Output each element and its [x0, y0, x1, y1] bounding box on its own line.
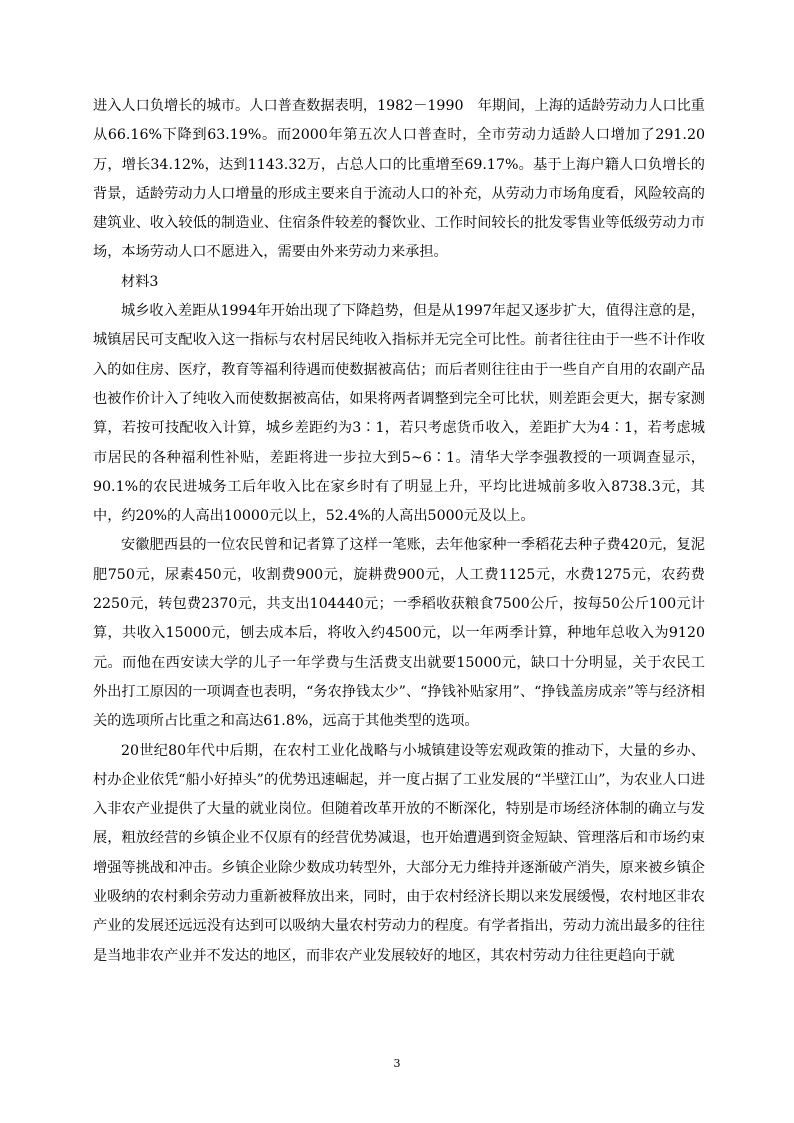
- paragraph-4: 20世纪80年代中后期，在农村工业化战略与小城镇建设等宏观政策的推动下，大量的乡办、村办企业依凭“船小好掉头”的优势迅速崛起，并一度占据了工业发展的“半壁江山”，为农业人口进入非农产业提供了大量的就业岗位。但随着改革开放的不断深化，特别是市场经济体制的确立与发展，粗放经营的乡镇企业不仅原有的经营优势减退，也开始遭遇到资金短缺、管理落后和市场约束增强等挑战和冲击。乡镇企业除少数成功转型外，大部分无力维持并逐渐破产消失，原来被乡镇企业吸纳的农村剩余劳动力重新被释放出来，同时，由于农村经济长期以来发展缓慢，农村地区非农产业的发展还远远没有达到可以吸纳大量农村劳动力的程度。有学者指出，劳动力流出最多的往往是当地非农产业并不发达的地区，而非农产业发展较好的地区，其农村劳动力往往更趋向于就: [93, 742, 705, 964]
- section-heading-material-3: 材料3: [121, 273, 159, 290]
- paragraph-1: 进入人口负增长的城市。人口普查数据表明，1982－1990 年期间，上海的适龄劳动力人口比重从66.16%下降到63.19%。而2000年第五次人口普查时，全市劳动力适龄人口增加了291.20万，增长34.12%，达到1143.32万，占总人口的比重增至69.17%。基于上海户籍人口负增长的背景，适龄劳动力人口增量的形成主要来自于流动人口的补充，从劳动力市场角度看，风险较高的建筑业、收入较低的制造业、住宿条件较差的餐饮业、工作时间较长的批发零售业等低级劳动力市场，本场劳动人口不愿进入，需要由外来劳动力来承担。: [93, 98, 705, 261]
- paragraph-2: 城乡收入差距从1994年开始出现了下降趋势，但是从1997年起又逐步扩大，值得注意的是，城镇居民可支配收入这一指标与农村居民纯收入指标并无完全可比性。前者往往由于一些不计作收入的如住房、医疗，教育等福利待遇而使数据被高估；而后者则往往由于一些自产自用的农副产品也被作价计入了纯收入而使数据被高估，如果将两者调整到完全可比状，则差距会更大，据专家测算，若按可技配收入计算，城乡差距约为3∶1，若只考虑货币收入，差距扩大为4∶1，若考虑城市居民的各种福利性补贴，差距将进一步拉大到5~6∶1。清华大学李强教授的一项调查显示，90.1%的农民进城务工后年收入比在家乡时有了明显上升，平均比进城前多收入8738.3元，其中，约20%的人高出10000元以上，52.4%的人高出5000元及以上。: [93, 303, 705, 525]
- document-body: [93, 92, 705, 971]
- paragraph-3: 安徽肥西县的一位农民曾和记者算了这样一笔账，去年他家种一季稻花去种子费420元，复泥肥750元，尿素450元，收割费900元，旋耕费900元，人工费1125元，水费1275元，农药费2250元，转包费2370元，共支出104440元；一季稻收获粮食7500公斤，按每50公斤100元计算，共收入15000元，刨去成本后，将收入约4500元，以一年两季计算，种地年总收入为9120元。而他在西安读大学的儿子一年学费与生活费支出就要15000元，缺口十分明显，关于农民工外出打工原因的一项调查也表明，“务农挣钱太少”、“挣钱补贴家用”、“挣钱盖房成亲”等与经济相关的选项所占比重之和高达61.8%，远高于其他类型的选项。: [93, 537, 705, 730]
- page-number: 3: [393, 1057, 401, 1070]
